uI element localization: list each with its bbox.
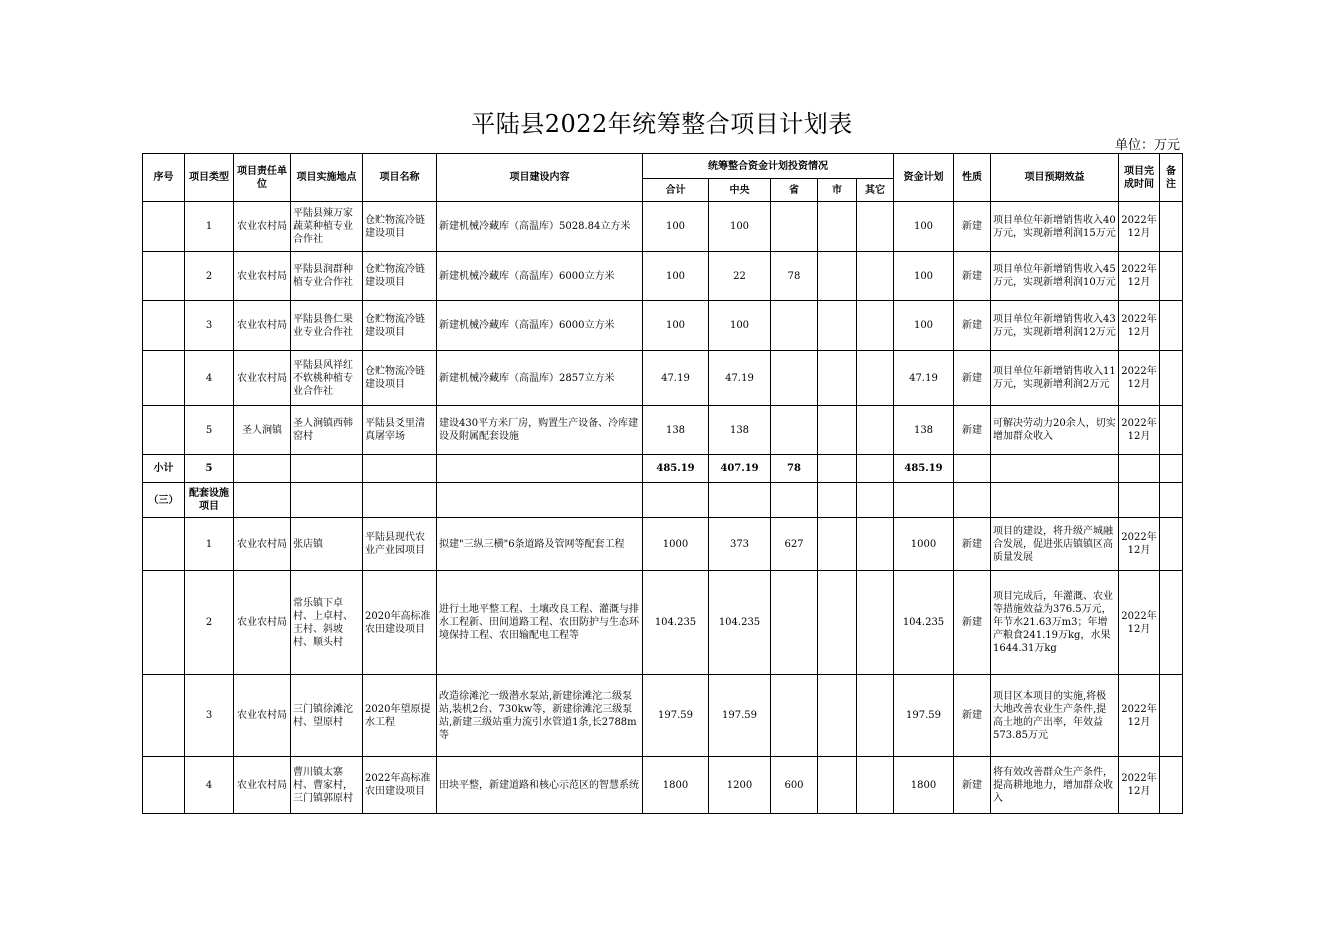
cell-city (818, 202, 857, 252)
cell-other (857, 351, 894, 406)
cell-nature: 新建 (954, 252, 991, 301)
cell-plan: 100 (894, 202, 954, 252)
cell-seq (143, 571, 185, 675)
cell-total: 138 (643, 406, 709, 455)
cell-finish: 2022年12月 (1119, 252, 1160, 301)
cell-nature: 新建 (954, 351, 991, 406)
cell-remark (1160, 301, 1183, 351)
cell-benefit: 可解决劳动力20余人，切实增加群众收入 (991, 406, 1119, 455)
cell-nature: 新建 (954, 757, 991, 814)
cell-central: 22 (709, 252, 771, 301)
section-seq: （三） (143, 483, 185, 518)
cell-seq (143, 518, 185, 571)
cell-other (857, 757, 894, 814)
header-province: 省 (771, 179, 818, 202)
table-row (143, 571, 1183, 675)
section-content (437, 483, 643, 518)
cell-type: 2 (185, 252, 234, 301)
cell-remark (1160, 406, 1183, 455)
cell-total: 100 (643, 202, 709, 252)
cell-remark (1160, 675, 1183, 757)
cell-remark (1160, 202, 1183, 252)
cell-location: 圣人涧镇西韩窑村 (291, 406, 363, 455)
cell-city (818, 675, 857, 757)
cell-unit: 农业农村局 (234, 301, 291, 351)
cell-type: 4 (185, 757, 234, 814)
cell-type: 2 (185, 571, 234, 675)
cell-plan: 138 (894, 406, 954, 455)
cell-finish: 2022年12月 (1119, 675, 1160, 757)
section-remark (1160, 483, 1183, 518)
cell-province (771, 571, 818, 675)
cell-type: 1 (185, 202, 234, 252)
cell-name: 仓贮物流冷链建设项目 (363, 202, 437, 252)
table-row (143, 351, 1183, 406)
section-total (643, 483, 709, 518)
cell-nature: 新建 (954, 406, 991, 455)
subtotal-location (291, 455, 363, 483)
section-finish (1119, 483, 1160, 518)
cell-other (857, 406, 894, 455)
section-central (709, 483, 771, 518)
plan-table (142, 153, 1183, 814)
header-central: 中央 (709, 179, 771, 202)
cell-other (857, 252, 894, 301)
cell-location: 平陆县辣万家蔬菜种植专业合作社 (291, 202, 363, 252)
subtotal-city (818, 455, 857, 483)
subtotal-finish (1119, 455, 1160, 483)
cell-name: 2020年望原提水工程 (363, 675, 437, 757)
cell-other (857, 571, 894, 675)
cell-unit: 农业农村局 (234, 351, 291, 406)
cell-content: 进行土地平整工程、土壤改良工程、灌溉与排水工程新、田间道路工程、农田防护与生态环境保持工程、农田输配电工程等 (437, 571, 643, 675)
cell-other (857, 301, 894, 351)
cell-location: 三门镇徐滩沱村、望原村 (291, 675, 363, 757)
cell-finish: 2022年12月 (1119, 301, 1160, 351)
cell-other (857, 202, 894, 252)
subtotal-name (363, 455, 437, 483)
cell-finish: 2022年12月 (1119, 571, 1160, 675)
section-row (143, 483, 1183, 518)
header-name: 项目名称 (363, 154, 437, 202)
section-name (363, 483, 437, 518)
cell-nature: 新建 (954, 571, 991, 675)
cell-content: 拟建"三纵三横"6条道路及管网等配套工程 (437, 518, 643, 571)
cell-benefit: 项目的建设，将升级产城融合发展，促进张店镇镇区高质量发展 (991, 518, 1119, 571)
section-other (857, 483, 894, 518)
cell-plan: 100 (894, 252, 954, 301)
subtotal-type: 5 (185, 455, 234, 483)
cell-total: 104.235 (643, 571, 709, 675)
header-total: 合计 (643, 179, 709, 202)
subtotal-other (857, 455, 894, 483)
cell-central: 100 (709, 301, 771, 351)
header-unit: 项目责任单位 (234, 154, 291, 202)
cell-province (771, 406, 818, 455)
section-province (771, 483, 818, 518)
cell-benefit: 项目单位年新增销售收入43万元，实现新增利润12万元 (991, 301, 1119, 351)
cell-benefit: 项目单位年新增销售收入45万元，实现新增利润10万元 (991, 252, 1119, 301)
cell-location: 平陆县风祥红不软桃种植专业合作社 (291, 351, 363, 406)
cell-type: 4 (185, 351, 234, 406)
cell-location: 常乐镇下卓村、上卓村、王村、斜坡村、顺头村 (291, 571, 363, 675)
cell-seq (143, 252, 185, 301)
cell-central: 138 (709, 406, 771, 455)
cell-central: 104.235 (709, 571, 771, 675)
cell-total: 47.19 (643, 351, 709, 406)
cell-type: 3 (185, 675, 234, 757)
subtotal-content (437, 455, 643, 483)
cell-seq (143, 351, 185, 406)
cell-unit: 农业农村局 (234, 757, 291, 814)
cell-province (771, 301, 818, 351)
cell-type: 1 (185, 518, 234, 571)
cell-unit: 圣人涧镇 (234, 406, 291, 455)
cell-content: 新建机械冷藏库（高温库）5028.84立方米 (437, 202, 643, 252)
cell-seq (143, 406, 185, 455)
cell-total: 197.59 (643, 675, 709, 757)
cell-plan: 47.19 (894, 351, 954, 406)
cell-nature: 新建 (954, 518, 991, 571)
section-type: 配套设施项目 (185, 483, 234, 518)
cell-name: 仓贮物流冷链建设项目 (363, 351, 437, 406)
header-benefit: 项目预期效益 (991, 154, 1119, 202)
header-city: 市 (818, 179, 857, 202)
subtotal-remark (1160, 455, 1183, 483)
subtotal-province: 78 (771, 455, 818, 483)
cell-province: 600 (771, 757, 818, 814)
header-other: 其它 (857, 179, 894, 202)
subtotal-seq: 小计 (143, 455, 185, 483)
cell-city (818, 351, 857, 406)
section-location (291, 483, 363, 518)
header-remark: 备注 (1160, 154, 1183, 202)
header-finish: 项目完成时间 (1119, 154, 1160, 202)
cell-plan: 1000 (894, 518, 954, 571)
cell-remark (1160, 252, 1183, 301)
cell-total: 100 (643, 252, 709, 301)
subtotal-plan: 485.19 (894, 455, 954, 483)
cell-seq (143, 757, 185, 814)
cell-total: 1800 (643, 757, 709, 814)
cell-name: 平陆县现代农业产业园项目 (363, 518, 437, 571)
section-unit (234, 483, 291, 518)
cell-province: 78 (771, 252, 818, 301)
subtotal-row (143, 455, 1183, 483)
cell-name: 平陆县爻里清真屠宰场 (363, 406, 437, 455)
cell-content: 新建机械冷藏库（高温库）6000立方米 (437, 301, 643, 351)
subtotal-benefit (991, 455, 1119, 483)
cell-finish: 2022年12月 (1119, 351, 1160, 406)
table-row (143, 301, 1183, 351)
table-row (143, 406, 1183, 455)
cell-province: 627 (771, 518, 818, 571)
section-city (818, 483, 857, 518)
cell-content: 新建机械冷藏库（高温库）2857立方米 (437, 351, 643, 406)
cell-benefit: 项目区本项目的实施,将极大地改善农业生产条件,提高土地的产出率，年效益573.85万元 (991, 675, 1119, 757)
table-row (143, 202, 1183, 252)
cell-location: 张店镇 (291, 518, 363, 571)
cell-city (818, 518, 857, 571)
cell-other (857, 518, 894, 571)
cell-finish: 2022年12月 (1119, 518, 1160, 571)
cell-unit: 农业农村局 (234, 571, 291, 675)
cell-benefit: 项目单位年新增销售收入40万元，实现新增利润15万元 (991, 202, 1119, 252)
table-row (143, 675, 1183, 757)
cell-city (818, 252, 857, 301)
cell-central: 373 (709, 518, 771, 571)
header-fund-group: 统筹整合资金计划投资情况 (643, 154, 894, 179)
cell-plan: 1800 (894, 757, 954, 814)
cell-city (818, 757, 857, 814)
header-content: 项目建设内容 (437, 154, 643, 202)
page-title: 平陆县2022年统筹整合项目计划表 (471, 110, 853, 138)
header-seq: 序号 (143, 154, 185, 202)
cell-central: 100 (709, 202, 771, 252)
cell-nature: 新建 (954, 675, 991, 757)
cell-finish: 2022年12月 (1119, 406, 1160, 455)
cell-central: 47.19 (709, 351, 771, 406)
cell-plan: 197.59 (894, 675, 954, 757)
section-plan (894, 483, 954, 518)
cell-central: 197.59 (709, 675, 771, 757)
cell-nature: 新建 (954, 301, 991, 351)
header-type: 项目类型 (185, 154, 234, 202)
cell-province (771, 351, 818, 406)
table-row (143, 757, 1183, 814)
cell-unit: 农业农村局 (234, 202, 291, 252)
subtotal-total: 485.19 (643, 455, 709, 483)
cell-content: 建设430平方米厂房，购置生产设备、冷库建设及附属配套设施 (437, 406, 643, 455)
cell-city (818, 406, 857, 455)
cell-seq (143, 301, 185, 351)
cell-plan: 104.235 (894, 571, 954, 675)
cell-city (818, 301, 857, 351)
header-row-1 (143, 154, 1183, 179)
subtotal-unit (234, 455, 291, 483)
cell-name: 仓贮物流冷链建设项目 (363, 301, 437, 351)
cell-type: 5 (185, 406, 234, 455)
header-plan: 资金计划 (894, 154, 954, 202)
cell-remark (1160, 351, 1183, 406)
cell-location: 平陆县鲁仁果业专业合作社 (291, 301, 363, 351)
cell-central: 1200 (709, 757, 771, 814)
cell-unit: 农业农村局 (234, 675, 291, 757)
cell-remark (1160, 571, 1183, 675)
cell-benefit: 将有效改善群众生产条件，提高耕地地力，增加群众收入 (991, 757, 1119, 814)
cell-type: 3 (185, 301, 234, 351)
cell-remark (1160, 518, 1183, 571)
cell-remark (1160, 757, 1183, 814)
cell-benefit: 项目单位年新增销售收入11万元，实现新增利润2万元 (991, 351, 1119, 406)
cell-seq (143, 675, 185, 757)
subtotal-central: 407.19 (709, 455, 771, 483)
cell-plan: 100 (894, 301, 954, 351)
cell-province (771, 202, 818, 252)
cell-finish: 2022年12月 (1119, 202, 1160, 252)
cell-city (818, 571, 857, 675)
cell-nature: 新建 (954, 202, 991, 252)
cell-name: 2022年高标准农田建设项目 (363, 757, 437, 814)
cell-unit: 农业农村局 (234, 518, 291, 571)
cell-total: 100 (643, 301, 709, 351)
table-row (143, 518, 1183, 571)
section-nature (954, 483, 991, 518)
cell-location: 曹川镇太寨村、曹家村，三门镇郭原村 (291, 757, 363, 814)
cell-other (857, 675, 894, 757)
table-row (143, 252, 1183, 301)
cell-unit: 农业农村局 (234, 252, 291, 301)
cell-benefit: 项目完成后，年灌溉、农业等措施效益为376.5万元，年节水21.63万m3；年增产粮食241.19万kg，水果1644.31万kg (991, 571, 1119, 675)
cell-location: 平陆县润群种植专业合作社 (291, 252, 363, 301)
header-location: 项目实施地点 (291, 154, 363, 202)
cell-name: 仓贮物流冷链建设项目 (363, 252, 437, 301)
cell-finish: 2022年12月 (1119, 757, 1160, 814)
header-nature: 性质 (954, 154, 991, 202)
cell-province (771, 675, 818, 757)
section-benefit (991, 483, 1119, 518)
unit-label: 单位：万元 (1114, 138, 1180, 153)
subtotal-nature (954, 455, 991, 483)
cell-content: 改造徐滩沱一级潜水泵站,新建徐滩沱二级泵站,装机2台、730kw等，新建徐滩沱三级泵站,新建三级站重力流引水管道1条,长2788m等 (437, 675, 643, 757)
cell-name: 2020年高标准农田建设项目 (363, 571, 437, 675)
cell-content: 田块平整，新建道路和核心示范区的智慧系统 (437, 757, 643, 814)
cell-seq (143, 202, 185, 252)
cell-content: 新建机械冷藏库（高温库）6000立方米 (437, 252, 643, 301)
cell-total: 1000 (643, 518, 709, 571)
